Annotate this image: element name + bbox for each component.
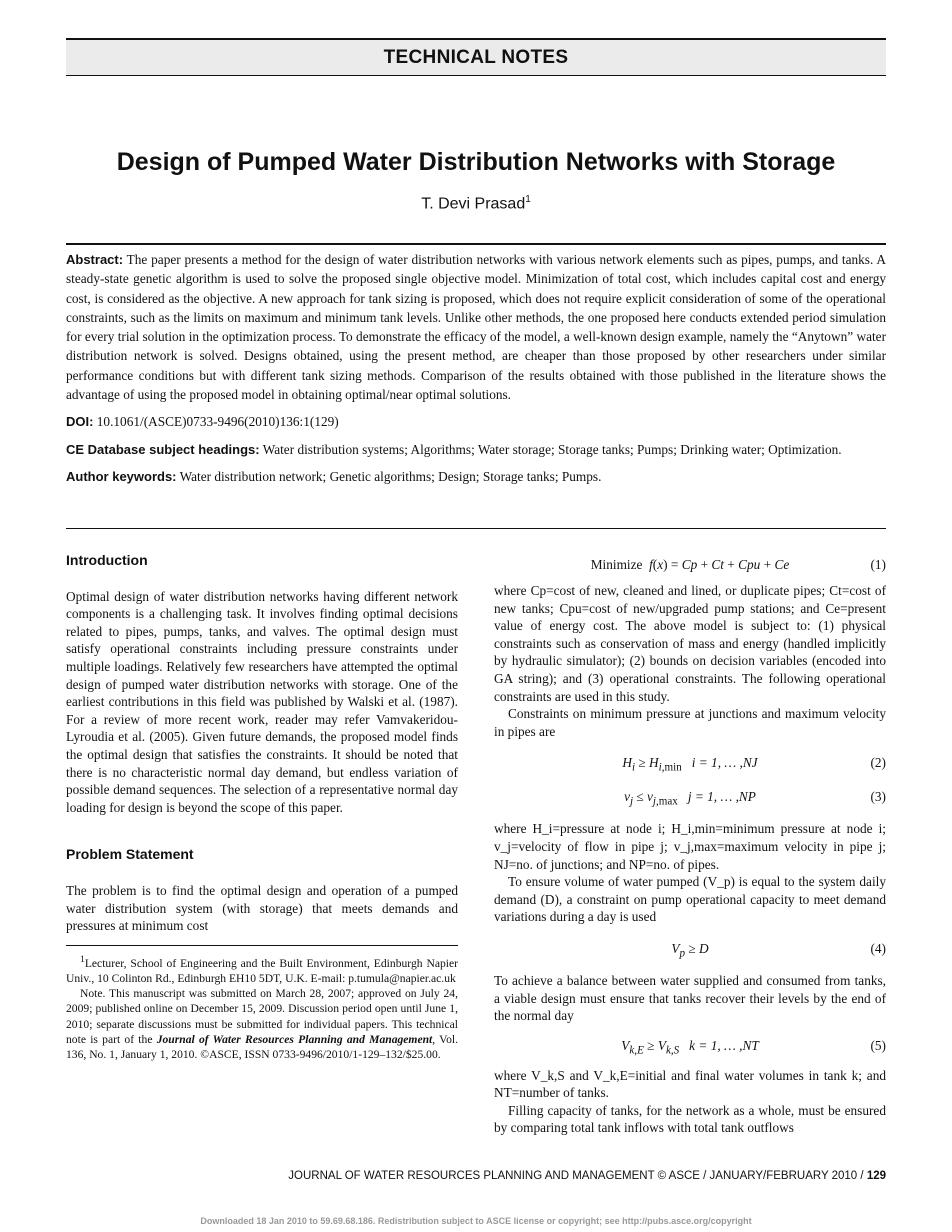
subject-headings-label: CE Database subject headings: bbox=[66, 441, 260, 457]
download-notice: Downloaded 18 Jan 2010 to 59.69.68.186. Redistribution subject to ASCE license or copyright; see http://pubs.asce.org/copyright bbox=[200, 1216, 752, 1226]
journal-footer bbox=[66, 1170, 886, 1182]
equation-4-number: (4) bbox=[870, 940, 886, 956]
equation-1 bbox=[494, 556, 886, 576]
page-number: 129 bbox=[866, 1170, 886, 1182]
author-keywords-label: Author keywords: bbox=[66, 468, 177, 484]
author-footnote-mark: 1 bbox=[525, 194, 531, 205]
equation-4 bbox=[494, 940, 886, 960]
paragraph-definitions: where Cp=cost of new, cleaned and lined, or duplicate pipes; Ct=cost of new tanks; Cpu=cost of new/upgraded pump stations; and Ce=present value of energy cost. The above model is subject to: (1) physical constraints such as conservation of mass and energy (handled implicitly by hydraulic simulator); (2) bounds on decision variables (encoded into GA string); and (3) operational constraints. The following operational constraints are used in this study. bbox=[494, 583, 886, 704]
equation-2-number: (2) bbox=[870, 755, 886, 771]
equation-3-number: (3) bbox=[870, 789, 886, 805]
section-label: TECHNICAL NOTES bbox=[383, 47, 569, 68]
paragraph-filling-capacity: Filling capacity of tanks, for the network as a whole, must be ensured by comparing total tank inflows with total tank outflows bbox=[494, 1102, 886, 1136]
note-lead: Note. This manuscript was submitted on March 28, 2007; approved on July 24, 2009; published online on December 15, 2009. Discussion period open until June 1, 2010; separate discussions must be submitted for individual papers. This technical note is part of the bbox=[66, 987, 458, 1047]
author-keywords-value: Water distribution network; Genetic algorithms; Design; Storage tanks; Pumps. bbox=[179, 468, 602, 484]
abstract-block bbox=[66, 250, 886, 494]
section-header-bar bbox=[66, 38, 886, 76]
journal-name: Journal of Water Resources Planning and Management bbox=[156, 1033, 433, 1047]
introduction-text: Optimal design of water distribution networks having different network components is a challenging task. It involves finding optimal decisions related to pipes, pumps, tanks, and valves. The optimal design must satisfy operational constraints including pressure constraints under multiple loadings. Relatively few researchers have attempted the optimal design of pumped water distribution networks with storage. One of the earliest contributions in this field was published by Walski et al. (1987). For a review of more recent work, reader may refer Vamvakeridou-Lyroudia et al. (2005). Given future demands, the proposed model finds the optimal design that satisfies the constraints. It should be noted that there is no characteristic normal day demand, but endless variation of possible demand sequences. The selection of a representative normal day loading for design is beyond the scope of this paper. bbox=[66, 588, 458, 815]
subject-headings-value: Water distribution systems; Algorithms; Water storage; Storage tanks; Pumps; Drinking water; Optimization. bbox=[262, 441, 842, 457]
paragraph-pump-volume: To ensure volume of water pumped (V_p) is equal to the system daily demand (D), a constraint on pump operational capacity to meet demand variations during a day is used bbox=[494, 874, 886, 925]
introduction-heading: Introduction bbox=[66, 552, 148, 568]
author-line bbox=[40, 194, 912, 213]
equation-3-body: $v_j \le v_{j,max}$ j = 1, … ,NP bbox=[624, 789, 756, 808]
paragraph-tank-volumes: where V_k,S and V_k,E=initial and final water volumes in tank k; and NT=number of tanks. bbox=[494, 1067, 886, 1101]
abstract-bottom-rule bbox=[66, 528, 886, 529]
abstract bbox=[66, 250, 886, 404]
problem-statement-text: The problem is to find the optimal design and operation of a pumped water distribution system (with storage) that meets demands and pressures at minimum cost bbox=[66, 882, 458, 934]
abstract-text: The paper presents a method for the design of water distribution networks with various network elements such as pipes, pumps, and tanks. A steady-state genetic algorithm is used to solve the proposed single objective model. Minimization of total cost, which includes capital cost and energy cost, is considered as the objective. A new approach for tank sizing is proposed, which does not require explicit consideration of some of the operational constraints, such as the limits on maximum and minimum tank levels. Unlike other methods, the one proposed here conducts extended period simulation for every trial solution in the optimization process. To demonstrate the efficacy of the model, a well-known design example, namely the “Anytown” water distribution network is solved. Designs obtained, using the present method, are cheaper than those proposed by other researchers under similar performance conditions but with different tank sizing methods. Comparison of the results obtained with those published in the literature shows the advantage of using the proposed model in obtaining optimal/near optimal solutions. bbox=[66, 252, 886, 403]
right-column bbox=[494, 552, 886, 1137]
equation-2-range: i = 1, … ,NJ bbox=[691, 755, 758, 771]
equation-3 bbox=[494, 788, 886, 808]
problem-statement-heading: Problem Statement bbox=[66, 846, 194, 863]
equation-2-body: $H_i \ge H_{i,min}$ i = 1, … ,NJ bbox=[622, 755, 758, 774]
note-tail: , Vol. 136, No. 1, January 1, 2010. ©ASCE, ISSN 0733-9496/2010/1-129–132/$25.00. bbox=[66, 1033, 458, 1062]
affiliation-text: Lecturer, School of Engineering and the Built Environment, Edinburgh Napier Univ., 10 Colinton Rd., Edinburgh EH10 5DT, U.K. E-mail: p.tumula@napier.ac.uk bbox=[66, 956, 458, 985]
abstract-label: Abstract: bbox=[66, 252, 124, 267]
paragraph-tank-balance: To achieve a balance between water supplied and consumed from tanks, a viable design must ensure that tanks recover their levels by the end of the normal day bbox=[494, 972, 886, 1024]
footnote-rule bbox=[66, 945, 458, 946]
journal-footer-text: JOURNAL OF WATER RESOURCES PLANNING AND MANAGEMENT © ASCE / JANUARY/FEBRUARY 2010 / bbox=[288, 1170, 864, 1182]
paragraph-variable-definitions: where H_i=pressure at node i; H_i,min=minimum pressure at node i; v_j=velocity of flow in pipe j; v_j,max=maximum velocity in pipe j; NJ=no. of junctions; and NP=no. of pipes. bbox=[494, 821, 886, 872]
subject-headings bbox=[66, 440, 886, 459]
equation-5-body: $V_{k,E} \ge V_{k,S}$ k = 1, … ,NT bbox=[621, 1037, 759, 1057]
equation-5-number: (5) bbox=[870, 1037, 886, 1053]
article-title: Design of Pumped Water Distribution Networks with Storage bbox=[116, 148, 836, 176]
author-name: T. Devi Prasad bbox=[421, 195, 526, 213]
equation-3-range: j = 1, … ,NP bbox=[687, 789, 756, 805]
footnote-note bbox=[66, 986, 458, 1062]
doi-label: DOI: bbox=[66, 414, 94, 430]
equation-1-body: Minimize f(x) = Cp + Ct + Cpu + Ce bbox=[590, 557, 790, 572]
equation-5 bbox=[494, 1037, 886, 1057]
equation-1-word: Minimize bbox=[590, 557, 643, 572]
equation-2 bbox=[494, 754, 886, 774]
equation-4-body: $V_p \ge D$ bbox=[671, 940, 709, 960]
doi bbox=[66, 412, 886, 431]
affiliation-mark: 1 bbox=[80, 953, 85, 965]
paragraph-constraints-intro: Constraints on minimum pressure at junctions and maximum velocity in pipes are bbox=[494, 706, 886, 739]
equation-5-range: k = 1, … ,NT bbox=[689, 1037, 759, 1053]
left-column bbox=[66, 552, 458, 1063]
doi-value: 10.1061/(ASCE)0733-9496(2010)136:1(129) bbox=[96, 414, 339, 430]
abstract-top-rule bbox=[66, 243, 886, 245]
equation-1-number: (1) bbox=[870, 557, 886, 572]
author-keywords bbox=[66, 467, 886, 486]
footnote-affiliation bbox=[66, 952, 458, 986]
